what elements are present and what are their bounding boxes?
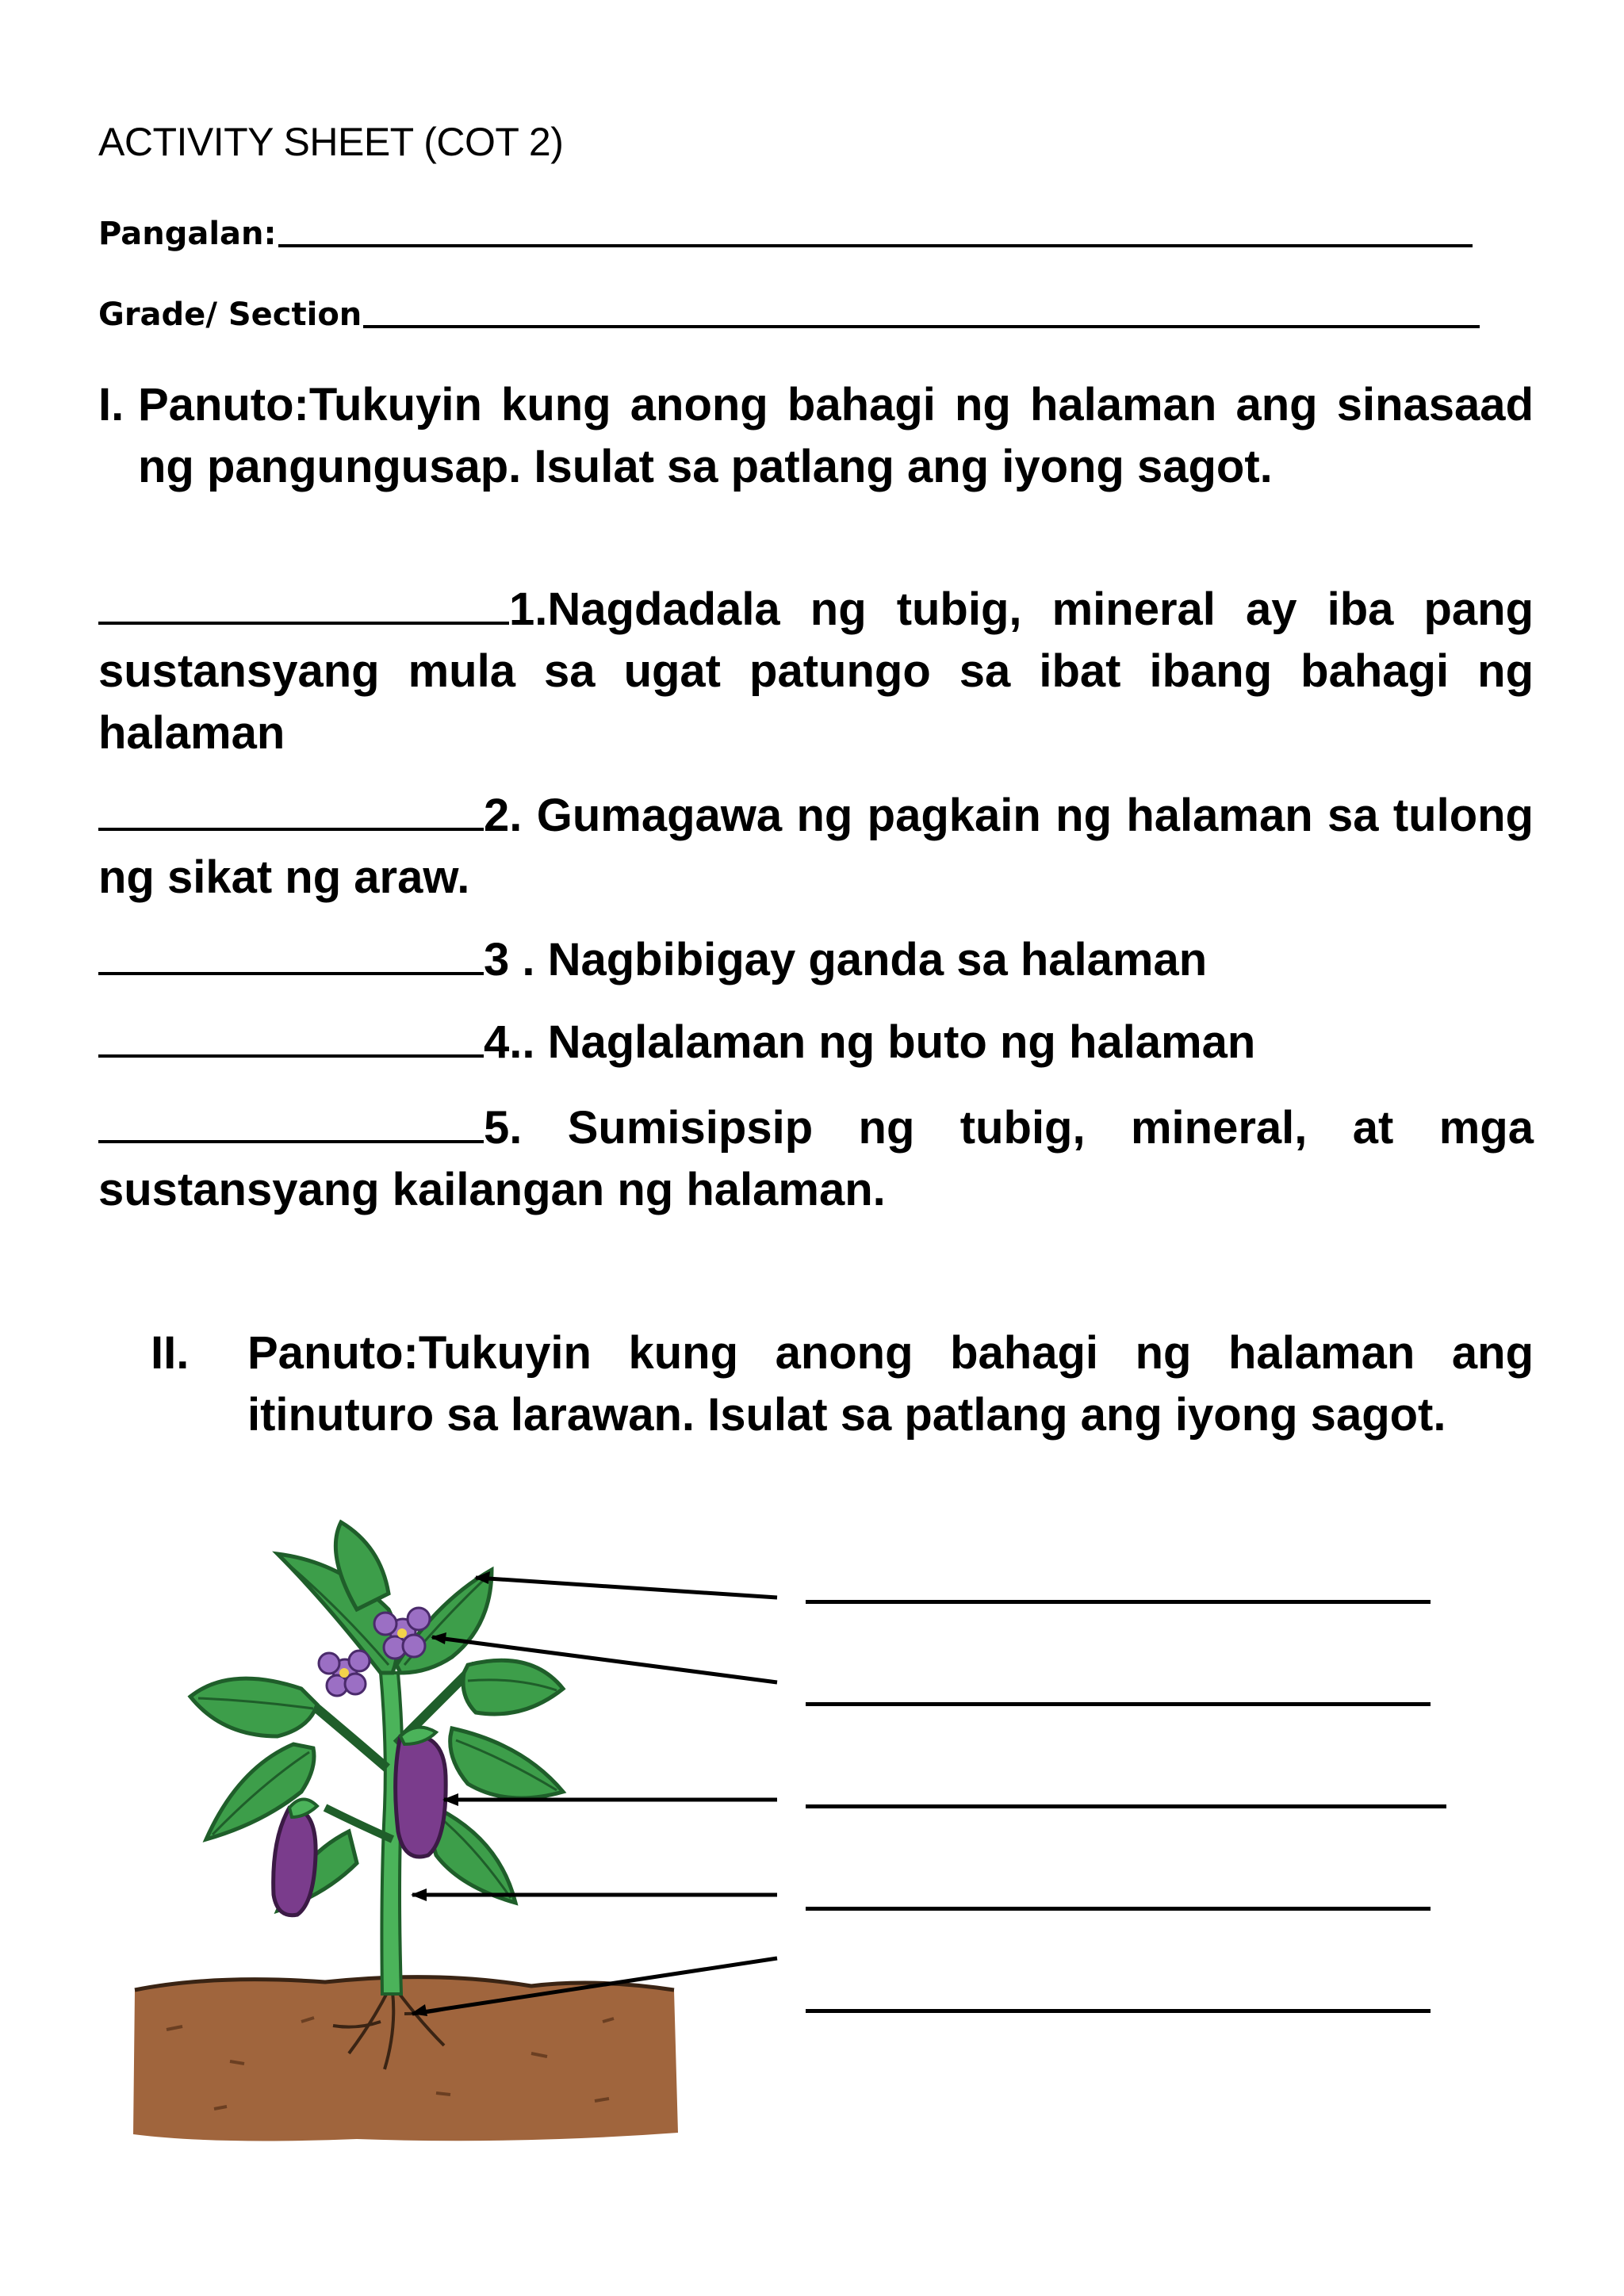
section-1-number: I. xyxy=(98,379,124,430)
figure-answer-line-1[interactable] xyxy=(806,1600,1431,1604)
section-2-text: Panuto:Tukuyin kung anong bahagi ng halaman ang itinuturo sa larawan. Isulat sa patlang ang iyong sagot. xyxy=(247,1327,1534,1441)
question-item xyxy=(98,785,1534,909)
section-1-text: Panuto:Tukuyin kung anong bahagi ng halaman ang sinasaad ng pangungusap. Isulat sa patlang ang iyong sagot. xyxy=(138,379,1534,492)
figure-answer-line-2[interactable] xyxy=(806,1702,1431,1706)
question-text-5: 5. Sumisipsip ng tubig, mineral, at mga sustansyang kailangan ng halaman. xyxy=(98,1102,1534,1215)
question-item xyxy=(98,1012,1534,1073)
sheet-title: ACTIVITY SHEET (COT 2) xyxy=(98,120,564,164)
question-item xyxy=(98,579,1534,764)
answer-blank-2[interactable] xyxy=(98,828,484,831)
figure-answer-line-4[interactable] xyxy=(806,1907,1431,1911)
name-blank[interactable] xyxy=(278,244,1473,247)
answer-blank-1[interactable] xyxy=(98,622,509,625)
section-1-instruction xyxy=(98,374,1534,498)
question-text-3: 3 . Nagbibigay ganda sa halaman xyxy=(484,934,1208,985)
name-field xyxy=(98,216,1473,252)
section-2-number: II. xyxy=(151,1327,190,1379)
question-text-2: 2. Gumagawa ng pagkain ng halaman sa tulong ng sikat ng araw. xyxy=(98,790,1534,903)
answer-blank-3[interactable] xyxy=(98,972,484,975)
question-item xyxy=(98,1097,1534,1221)
question-text-4: 4.. Naglalaman ng buto ng halaman xyxy=(484,1016,1256,1068)
figure-answer-line-5[interactable] xyxy=(806,2009,1431,2013)
grade-section-field xyxy=(98,297,1480,333)
grade-section-label: Grade/ Section xyxy=(98,297,362,333)
section-2-instruction xyxy=(151,1322,1534,1446)
answer-blank-4[interactable] xyxy=(98,1054,484,1058)
answer-blank-5[interactable] xyxy=(98,1140,484,1143)
pointer-lines xyxy=(412,1578,777,2014)
name-label: Pangalan: xyxy=(98,216,277,252)
question-text-1: 1.Nagdadala ng tubig, mineral ay iba pang sustansyang mula sa ugat patungo sa ibat ibang bahagi ng halaman xyxy=(98,584,1534,759)
grade-section-blank[interactable] xyxy=(363,325,1480,328)
figure-answer-line-3[interactable] xyxy=(806,1804,1446,1808)
question-item xyxy=(98,929,1534,991)
eggplant-illustration xyxy=(119,1506,1467,2156)
